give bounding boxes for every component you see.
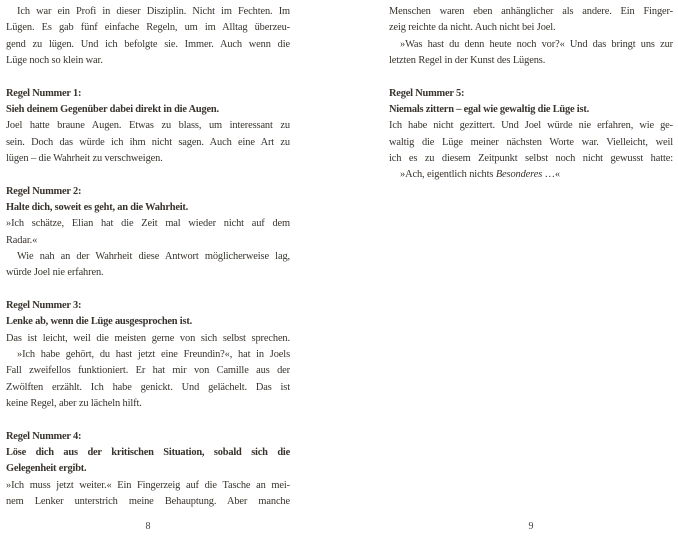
page-right-text-column [389, 4, 673, 184]
text-line: »Ich habe gehört, du hast jetzt eine Freundin?«, hat in Joels [17, 348, 290, 360]
text-line: Lügen. Es gab fünf einfache Regeln, um im Alltag überzeu- [6, 22, 290, 34]
text-line: Radar.« [6, 234, 38, 246]
italic-text: Besonderes [495, 169, 543, 181]
page-number-left: 8 [145, 521, 151, 532]
paragraph [6, 216, 290, 249]
text-segment: »Ach, eigentlich nichts [400, 169, 496, 181]
text-line: zeig reichte da nicht. Auch nicht bei Joel. [389, 22, 556, 34]
text-line: Ich war ein Profi in dieser Disziplin. Nicht im Fechten. Im [17, 6, 290, 17]
paragraph [6, 4, 290, 69]
page-number-right: 9 [528, 521, 534, 532]
rule-heading [6, 86, 290, 119]
page-left-text-column [6, 4, 290, 510]
text-line: »Ich schätze, Elian hat die Zeit mal wieder nicht auf dem [6, 218, 290, 230]
paragraph [6, 118, 290, 167]
text-line: Regel Nummer 4: [6, 430, 82, 442]
paragraph [389, 167, 673, 183]
text-line: Gelegenheit ergibt. [6, 463, 87, 475]
text-line: Regel Nummer 5: [389, 87, 465, 99]
paragraph [6, 478, 290, 511]
text-line: Das ist leicht, weil die meisten gerne von sich selbst sprechen. [6, 332, 290, 344]
rule-heading [6, 298, 290, 331]
text-line: Lenke ab, wenn die Lüge ausgesprochen ist. [6, 316, 192, 328]
text-line: »Ich muss jetzt weiter.« Ein Fingerzeig auf die Tasche an mei- [6, 479, 290, 491]
page-left [6, 0, 290, 542]
text-segment: …« [542, 169, 560, 181]
paragraph [6, 347, 290, 412]
text-line: Zwölften erzählt. Ich habe genickt. Und gelächelt. Das ist [6, 381, 290, 393]
text-line: Regel Nummer 2: [6, 185, 82, 197]
paragraph [6, 249, 290, 282]
paragraph [389, 37, 673, 70]
text-line: ich es zu diesem Zeitpunkt selbst noch nicht gewusst hatte: [389, 152, 673, 164]
text-line: Regel Nummer 3: [6, 299, 82, 311]
page-right [389, 0, 673, 542]
paragraph [389, 118, 673, 167]
rule-heading [6, 184, 290, 217]
text-line: Halte dich, soweit es geht, an die Wahrheit. [6, 201, 189, 213]
rule-heading [6, 429, 290, 478]
text-line: Menschen waren eben anhänglicher als andere. Ein Finger- [389, 6, 673, 17]
text-line: würde Joel nie erfahren. [6, 267, 104, 279]
text-line [389, 167, 673, 183]
rule-heading [389, 86, 673, 119]
text-line: nem Lenker unterstrich meine Behauptung. Aber manche [6, 495, 290, 507]
text-line: Ich habe nicht gezittert. Und Joel würde nie erfahren, wie ge- [389, 120, 673, 132]
text-line: Fall zweifellos funktioniert. Er hat mir von Camille aus der [6, 365, 290, 377]
text-line: waltig die Lüge meiner nächsten Worte war. Vielleicht, weil [389, 136, 673, 148]
text-line: Löse dich aus der kritischen Situation, sobald sich die [6, 446, 290, 458]
text-line: Joel hatte braune Augen. Etwas zu blass, um interessant zu [6, 120, 290, 132]
text-line: letzten Regel in der Kunst des Lügens. [389, 54, 546, 66]
text-line: Niemals zittern – egal wie gewaltig die Lüge ist. [389, 103, 589, 115]
text-line: Sieh deinem Gegenüber dabei direkt in die Augen. [6, 103, 219, 115]
text-line: Lüge noch so klein war. [6, 54, 103, 66]
text-line: gend zu lügen. Und ich befolgte sie. Immer. Auch wenn die [6, 38, 290, 50]
paragraph [6, 331, 290, 347]
text-line: »Was hast du denn heute noch vor?« Und das bringt uns zur [400, 38, 673, 50]
text-line: lügen – die Wahrheit zu verschweigen. [6, 152, 163, 164]
paragraph [389, 4, 673, 37]
text-line: keine Regel, aber zu lächeln hilft. [6, 397, 142, 409]
text-line: sein. Doch das würde ich ihm nicht sagen. Auch eine Art zu [6, 136, 290, 148]
text-line: Regel Nummer 1: [6, 87, 82, 99]
text-line: Wie nah an der Wahrheit diese Antwort möglicherweise lag, [17, 250, 290, 262]
